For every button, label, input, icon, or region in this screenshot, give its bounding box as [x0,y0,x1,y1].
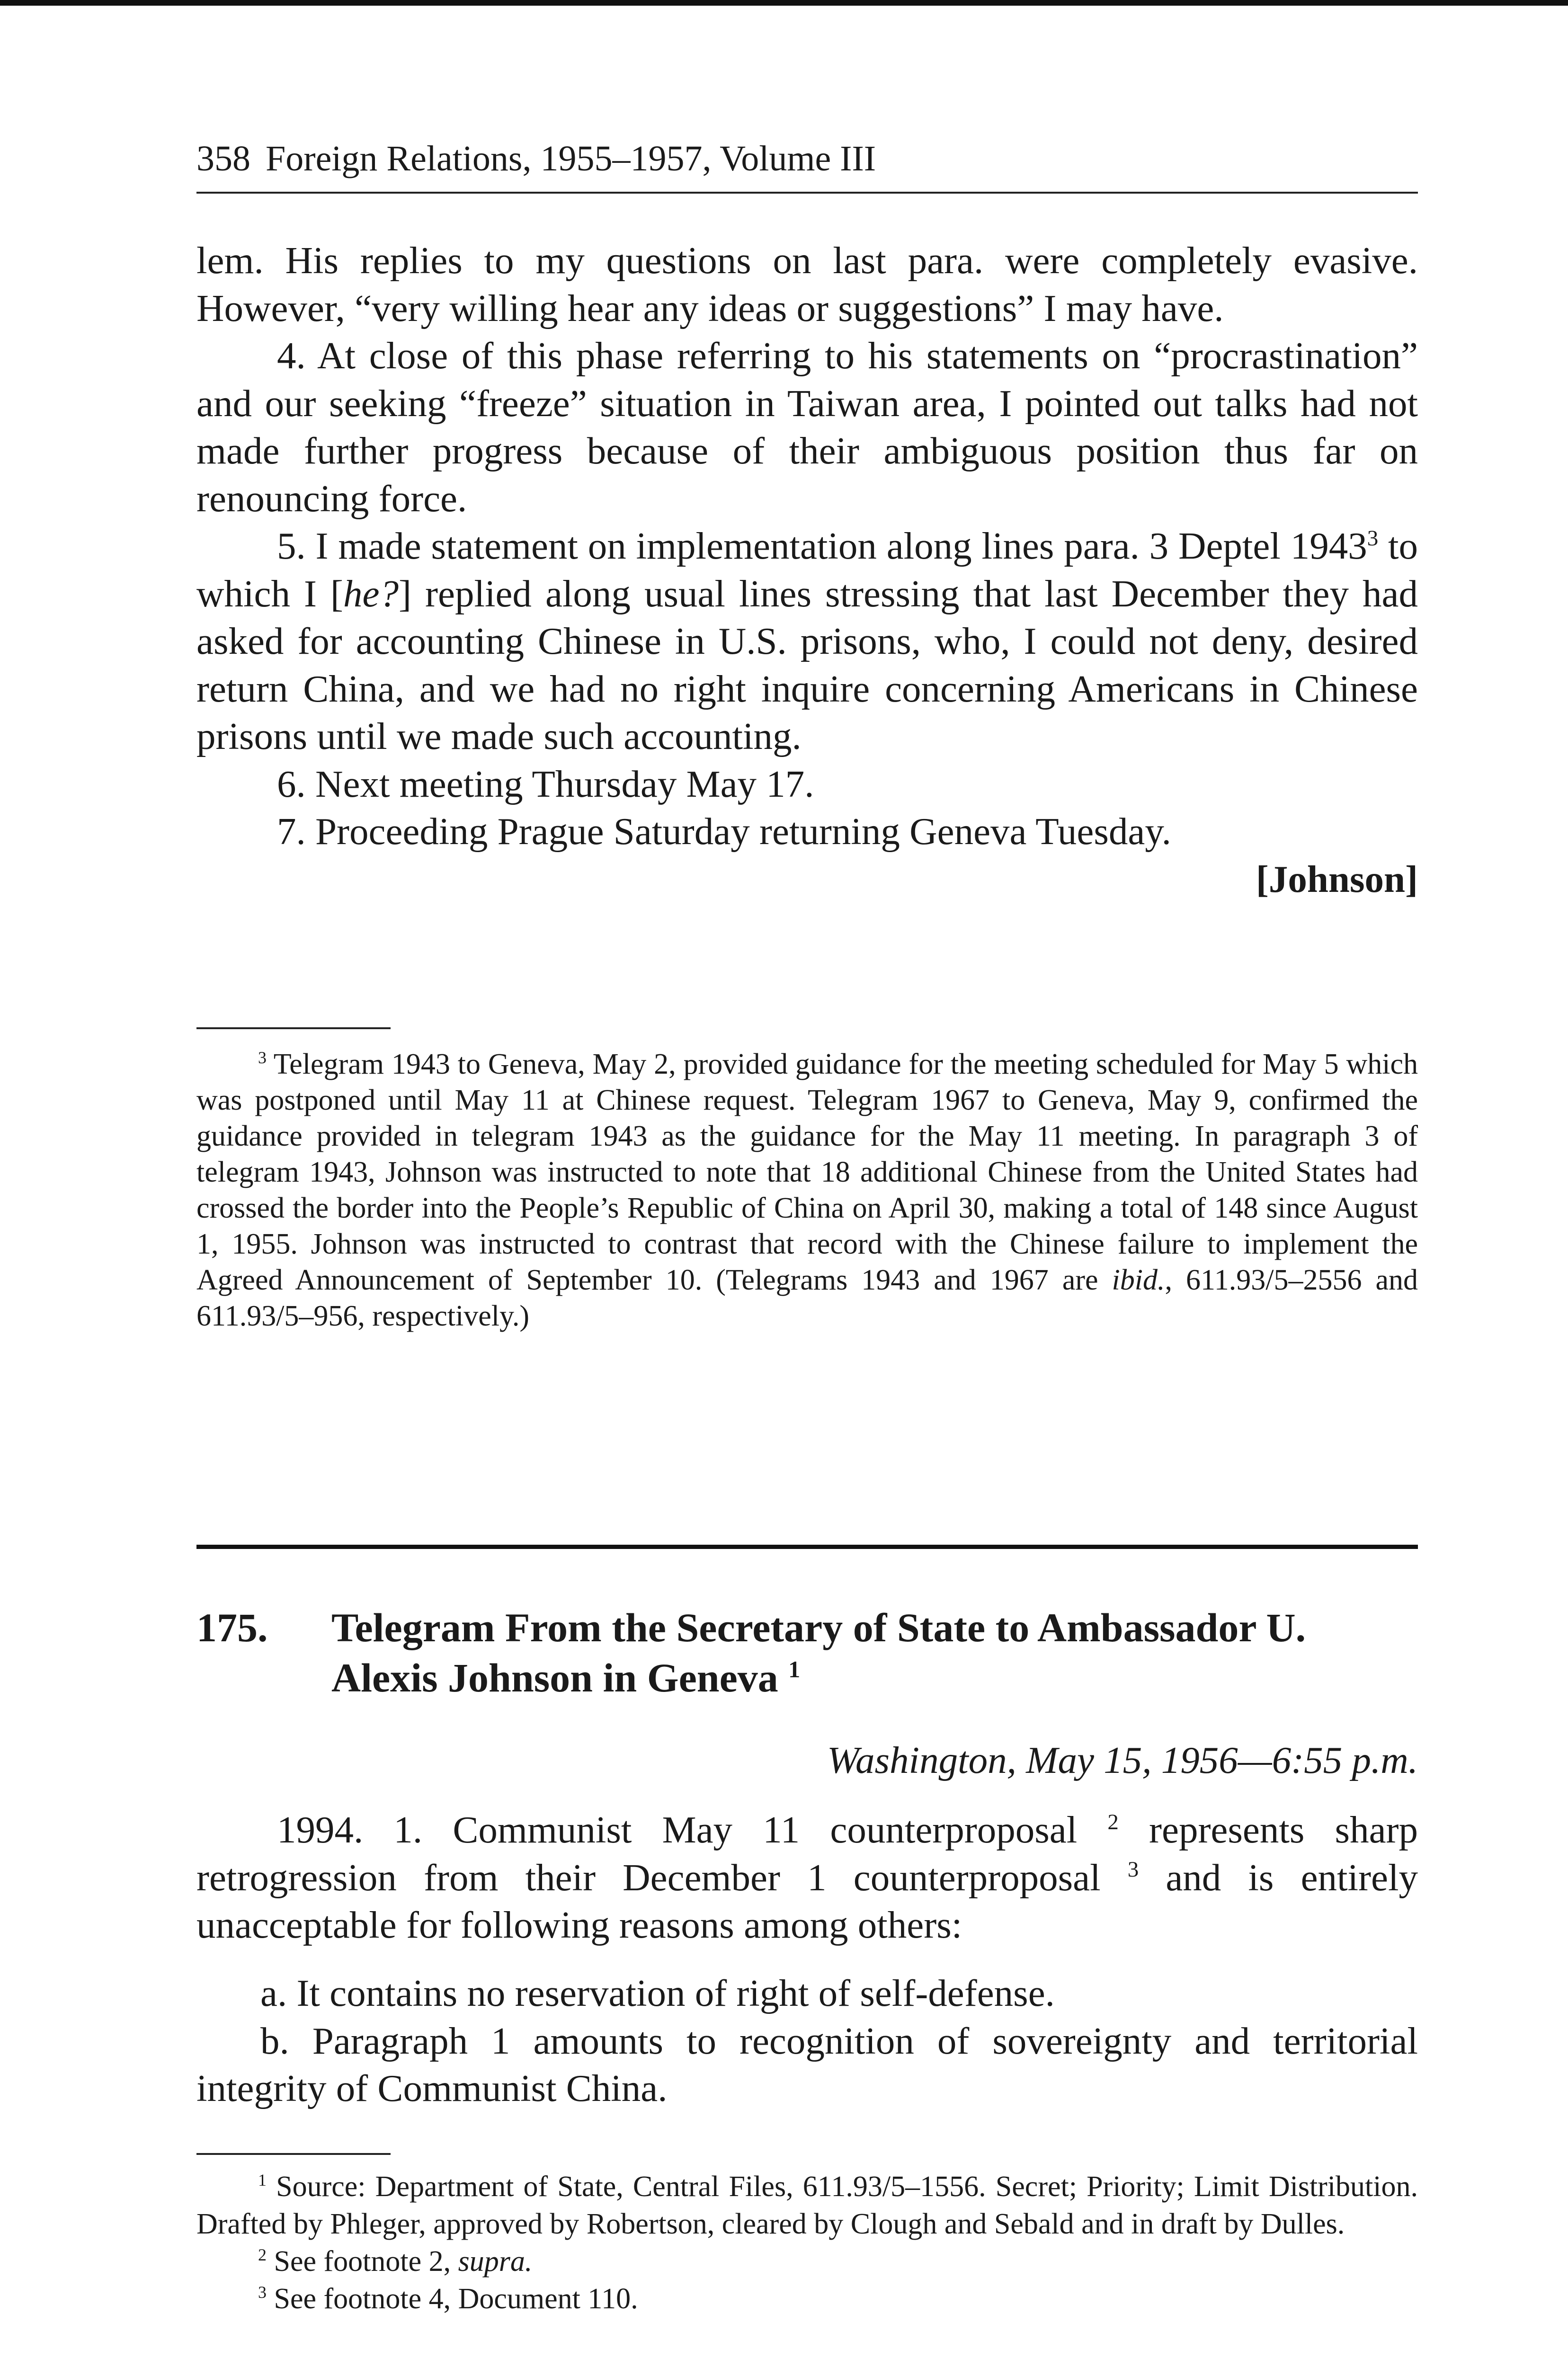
paragraph-continued: lem. His replies to my questions on last para. were completely evasive. However, “very willing hear any ideas or suggestions” I may have. [196,239,1418,329]
dateline: Washington, May 15, 1956—6:55 p.m. [827,1739,1418,1781]
footnote-2-text: See footnote 2, [266,2245,458,2278]
paragraph-1994 [196,1806,1418,1949]
footnote-ref-1: 1 [788,1656,801,1683]
paragraph-4: 4. At close of this phase referring to his statements on “procrastination” and our seeking “freeze” situation in Taiwan area, I pointed out talks had not made further progress because of their ambiguous position thus far on renouncing force. [196,334,1418,520]
footnotes-bottom [196,2168,1418,2318]
footnote-2-supra: supra. [458,2245,533,2278]
page-number: 358 [196,139,250,178]
signature: [Johnson] [1256,857,1418,900]
running-header [196,135,1418,185]
footnote-2-marker: 2 [258,2245,267,2265]
document-heading [196,1602,1418,1703]
paragraph-1994-text-c: and is entirely unacceptable for following reasons among others: [196,1856,1418,1946]
subparagraph-b: b. Paragraph 1 amounts to recognition of sovereignty and territorial integrity of Communist China. [196,2019,1418,2109]
paragraph-1994-text-b: represents sharp retrogression from their December 1 counterproposal [196,1808,1418,1899]
paragraph-5-text-b: to which I [ [196,525,1418,615]
footnote-1 [196,2168,1418,2243]
footnote-3b-marker: 3 [258,2283,267,2302]
footnote-ref-3: 3 [1367,525,1379,551]
paragraph-1994-text-a: 1994. 1. Communist May 11 counterproposal [277,1808,1078,1851]
section-divider [196,1545,1418,1549]
page-top-edge [0,0,1568,6]
header-rule [196,192,1418,194]
document-subparagraphs [196,1969,1418,2112]
footnote-rule-top [196,1027,391,1029]
footnote-3-text-a: Telegram 1943 to Geneva, May 2, provided guidance for the meeting scheduled for May 5 which was postponed until May 11 at Chinese request. Telegram 1967 to Geneva, May 9, confirmed the guidance provided in telegram 1943 as the guidance for the May 11 meeting. In paragraph 3 of telegram 1943, Johnson was instructed to note that 18 additional Chinese from the United States had crossed the border into the People’s Republic of China on April 30, making a total of 148 since August 1, 1955. Johnson was instructed to contrast that record with the Chinese failure to implement the Agreed Announcement of September 10. (Telegrams 1943 and 1967 are [196,1048,1418,1296]
footnote-2 [196,2243,1418,2280]
paragraph-6: 6. Next meeting Thursday May 17. [277,762,814,805]
footnote-1-marker: 1 [258,2171,267,2190]
document-title-text: Telegram From the Secretary of State to Ambassador U. Alexis Johnson in Geneva [331,1605,1306,1700]
subparagraph-a: a. It contains no reservation of right of self-defense. [260,1972,1055,2014]
paragraph-5-text-c: ] replied along usual lines stressing that last December they had asked for accounting Chinese in U.S. prisons, who, I could not deny, desired return China, and we had no right inquire concerning Americans in Chinese prisons until we made such accounting. [196,572,1418,757]
running-title: Foreign Relations, 1955–1957, Volume III [266,139,876,178]
document-number: 175. [196,1605,268,1650]
footnote-rule-bottom [196,2153,391,2155]
footnote-3-ibid: ibid. [1112,1264,1165,1296]
footnote-3 [196,1046,1418,1334]
footnote-3-marker: 3 [258,1048,267,1068]
paragraph-5 [196,522,1418,760]
footnote-3b-text: See footnote 4, Document 110. [266,2283,638,2315]
continued-body [196,237,1418,903]
footnote-3-text-b: , 611.93/5–2556 and 611.93/5–956, respectively.) [196,1264,1418,1332]
footnote-1-text: Source: Department of State, Central Files, 611.93/5–1556. Secret; Priority; Limit Distribution. Drafted by Phleger, approved by Robertson, cleared by Clough and Sebald and in draft by Dulles. [196,2171,1418,2240]
paragraph-5-text-a: 5. I made statement on implementation along lines para. 3 Deptel 1943 [277,525,1367,567]
footnote-ref-3-doc: 3 [1127,1857,1139,1882]
paragraph-7: 7. Proceeding Prague Saturday returning Geneva Tuesday. [277,810,1171,853]
document-title [331,1602,1418,1703]
footnote-ref-2: 2 [1107,1809,1119,1834]
paragraph-5-editorial: he? [343,572,399,615]
footnote-3-bottom [196,2280,1418,2318]
footnote-3-block [196,1046,1418,1334]
document-body [196,1806,1418,1949]
